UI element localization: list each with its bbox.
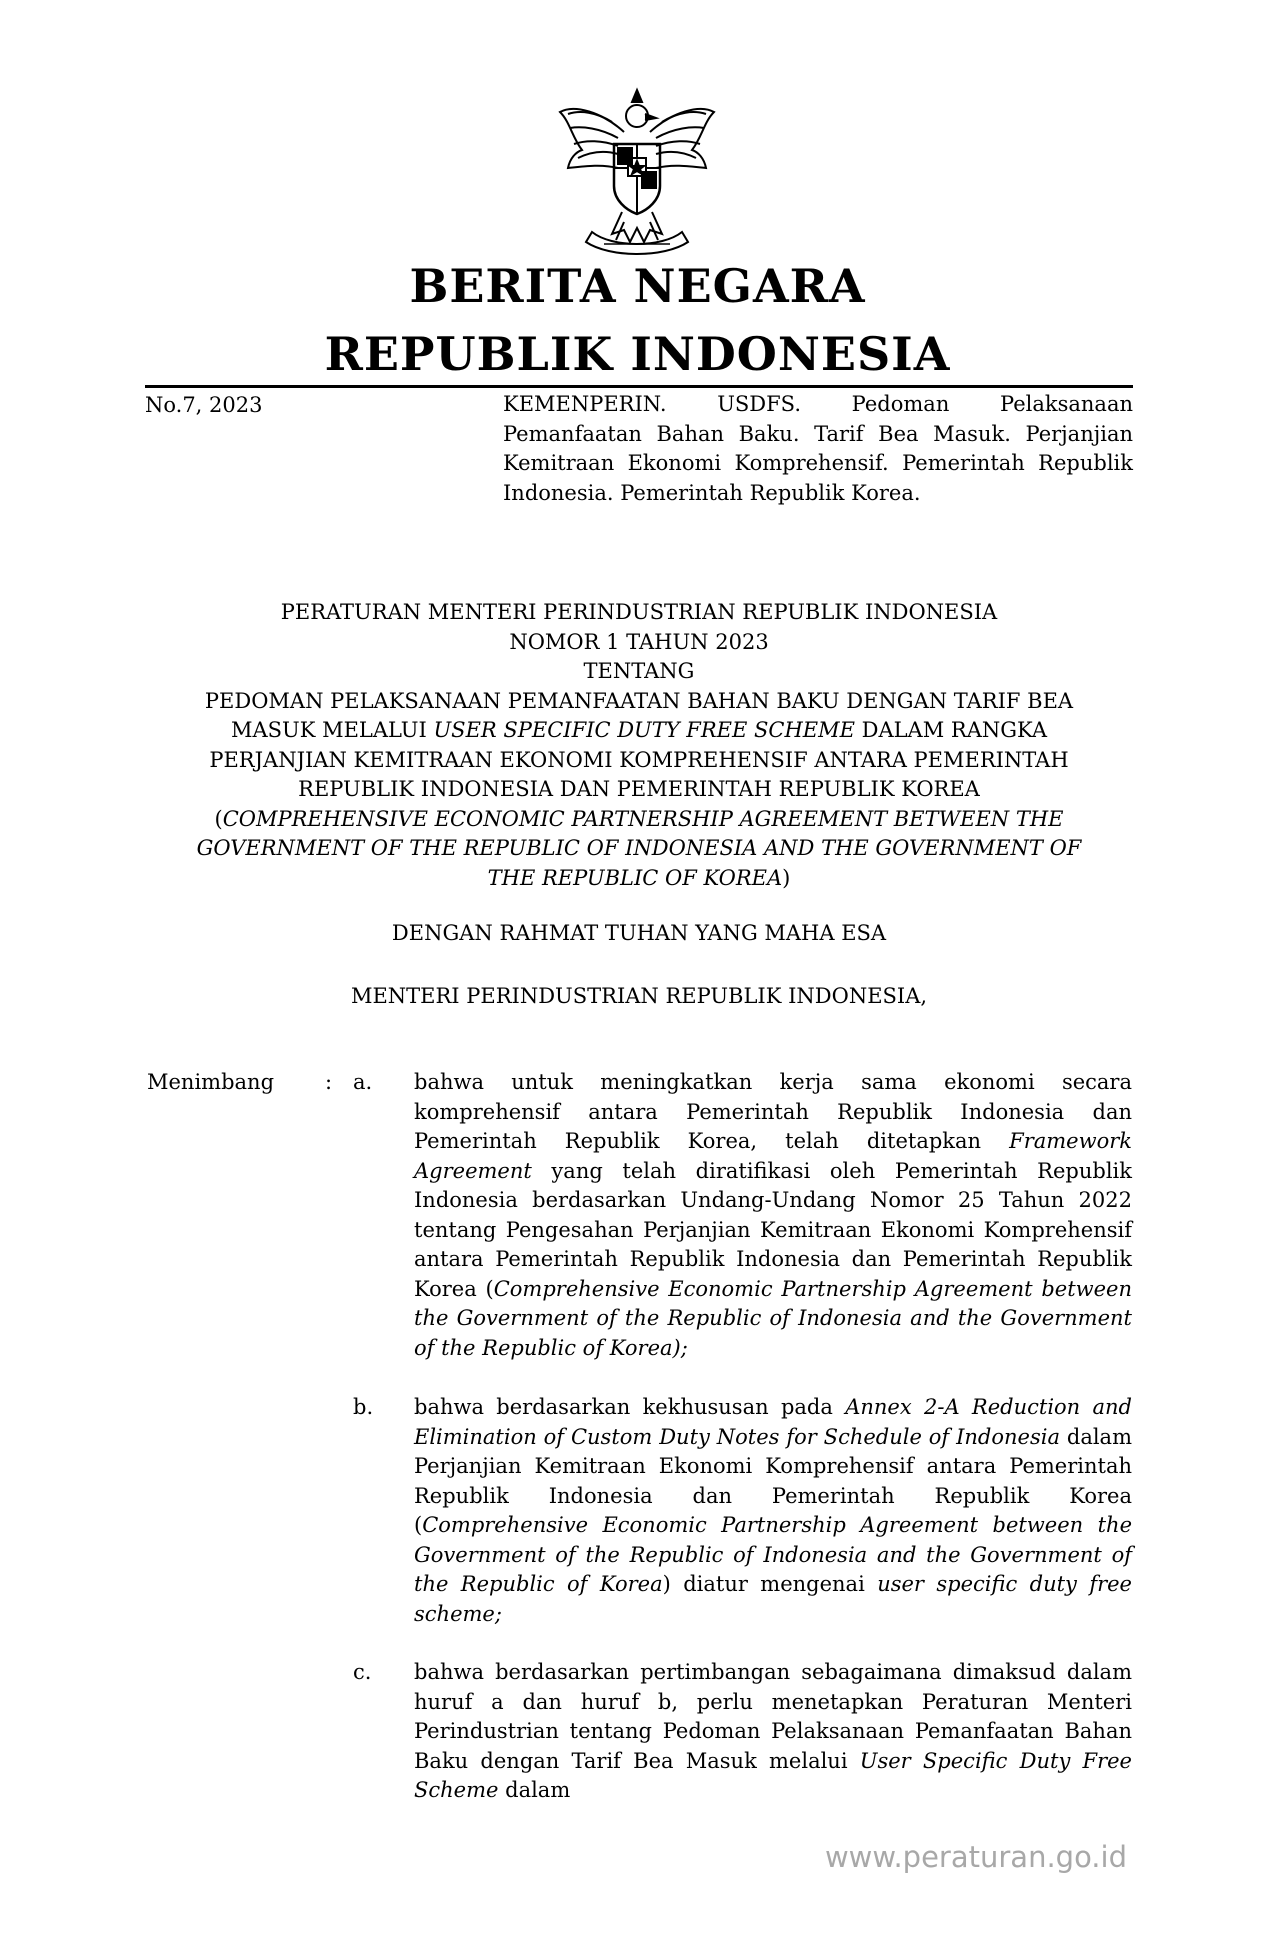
title-line [145, 805, 1133, 835]
document-summary: KEMENPERIN. USDFS. Pedoman Pelaksanaan Pemanfaatan Bahan Baku. Tarif Bea Masuk. Perjanjian Kemitraan Ekonomi Komprehensif. Pemerintah Republik Indonesia. Pemerintah Republik Korea. [503, 392, 1133, 505]
item-text: ) diatur mengenai [662, 1572, 878, 1596]
item-italic: Comprehensive Economic Partnership Agreement between the Government of the Republic of Indonesia and the Government of the Republic of Korea); [414, 1276, 1132, 1360]
title-line: PEDOMAN PELAKSANAAN PEMANFAATAN BAHAN BAKU DENGAN TARIF BEA [204, 688, 1074, 713]
title-italic: USER SPECIFIC DUTY FREE SCHEME [433, 718, 855, 742]
item-text: bahwa untuk meningkatkan kerja sama ekonomi secara komprehensif antara Pemerintah Republik Indonesia dan Pemerintah Republik Korea, telah ditetapkan [414, 1070, 1132, 1153]
title-line [145, 716, 1133, 746]
title-text: ( [214, 806, 223, 831]
consideration-item-a [414, 1068, 1132, 1363]
item-letter-c: c. [353, 1660, 372, 1684]
title-line: REPUBLIK INDONESIA DAN PEMERINTAH REPUBLIK KOREA [298, 777, 980, 801]
considerations-label: Menimbang [147, 1070, 275, 1094]
title-text: MASUK MELALUI [230, 718, 434, 742]
title-italic: THE REPUBLIC OF KOREA [487, 865, 783, 890]
item-text: dalam Perjanjian Kemitraan Ekonomi Komprehensif antara Pemerintah Republik Indonesia dan Pemerintah Republik Korea ( [414, 1424, 1132, 1537]
title-italic: GOVERNMENT OF THE REPUBLIC OF INDONESIA AND THE GOVERNMENT OF [196, 836, 1082, 860]
item-text: bahwa berdasarkan pertimbangan sebagaimana dimaksud dalam huruf a dan huruf b, perlu menetapkan Peraturan Menteri Perindustrian tentang Pedoman Pelaksanaan Pemanfaatan Bahan Baku dengan Tarif Bea Masuk melalui [414, 1660, 1132, 1773]
item-text: dalam [498, 1778, 571, 1802]
item-text: yang telah diratifikasi oleh Pemerintah Republik Indonesia berdasarkan Undang-Undang Nomor 25 Tahun 2022 tentang Pengesahan Perjanjian Kemitraan Ekonomi Komprehensif antara Pemerintah Republik Indonesia dan Pemerintah Republik Korea ( [414, 1158, 1132, 1301]
minister-line: MENTERI PERINDUSTRIAN REPUBLIK INDONESIA, [350, 984, 928, 1008]
consideration-item-c [414, 1658, 1132, 1806]
considerations-colon: : [325, 1070, 333, 1094]
title-line: TENTANG [583, 659, 695, 683]
item-italic: Framework Agreement [414, 1129, 1132, 1183]
registration-number: No.7, 2023 [145, 393, 263, 417]
item-letter-a: a. [353, 1070, 373, 1094]
item-italic: User Specific Duty Free Scheme [414, 1748, 1132, 1802]
masthead-title: BERITA NEGARA [409, 259, 866, 313]
source-watermark: www.peraturan.go.id [824, 1840, 1127, 1874]
title-line [145, 834, 1133, 864]
consideration-item-b [414, 1393, 1132, 1629]
blessing-line: DENGAN RAHMAT TUHAN YANG MAHA ESA [391, 921, 887, 945]
item-italic: user specific duty free scheme; [414, 1572, 1132, 1626]
garuda-emblem-icon [552, 82, 722, 262]
title-text: DALAM RANGKA [854, 718, 1048, 742]
item-letter-b: b. [353, 1395, 374, 1419]
item-text: bahwa berdasarkan kekhususan pada [414, 1395, 846, 1419]
title-text: ) [782, 865, 791, 890]
header-rule [145, 385, 1133, 388]
item-italic: Annex 2-A Reduction and Elimination of Custom Duty Notes for Schedule of Indonesia [414, 1395, 1133, 1449]
masthead-subtitle: REPUBLIK INDONESIA [324, 327, 951, 381]
title-line [145, 864, 1133, 894]
title-line: PERJANJIAN KEMITRAAN EKONOMI KOMPREHENSIF ANTARA PEMERINTAH [209, 747, 1069, 772]
regulation-title [145, 598, 1133, 893]
title-italic: COMPREHENSIVE ECONOMIC PARTNERSHIP AGREEMENT BETWEEN THE [222, 806, 1064, 831]
title-line: NOMOR 1 TAHUN 2023 [509, 629, 769, 654]
title-line: PERATURAN MENTERI PERINDUSTRIAN REPUBLIK INDONESIA [280, 600, 998, 624]
item-italic: Comprehensive Economic Partnership Agreement between the Government of the Republic of Indonesia and the Government of the Republic of Korea [414, 1513, 1132, 1596]
